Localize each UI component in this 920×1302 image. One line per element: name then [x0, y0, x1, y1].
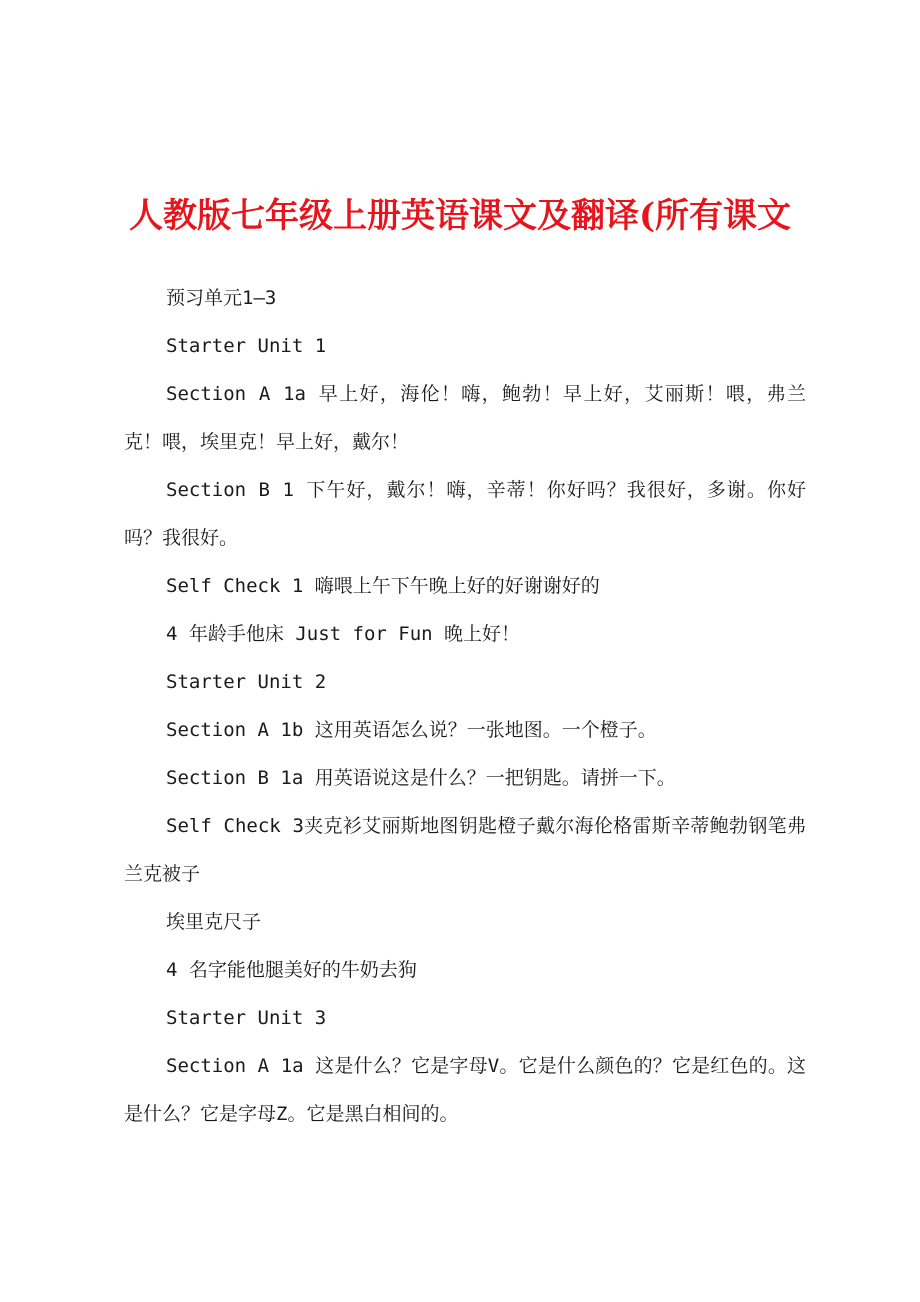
paragraph-unit2-section-b: Section B 1a 用英语说这是什么？一把钥匙。请拼一下。 — [166, 767, 676, 789]
paragraph-preview-units: 预习单元1—3 — [166, 287, 277, 309]
paragraph-starter-unit-3: Starter Unit 3 — [166, 1007, 327, 1029]
paragraph-starter-unit-1: Starter Unit 1 — [166, 335, 327, 357]
document-title: 人教版七年级上册英语课文及翻译(所有课文 — [128, 196, 792, 236]
paragraph-starter-unit-2: Starter Unit 2 — [166, 671, 327, 693]
paragraph-unit1-section-b: Section B 1 下午好，戴尔！嗨，辛蒂！你好吗？我很好，多谢。你好吗？我很好。 — [124, 479, 806, 549]
paragraph-unit2-self-check: Self Check 3夹克衫艾丽斯地图钥匙橙子戴尔海伦格雷斯辛蒂鲍勃钢笔弗兰克被子 — [124, 815, 806, 885]
document-body — [124, 274, 806, 1138]
paragraph-unit2-ruler: 埃里克尺子 — [166, 911, 262, 933]
paragraph-unit1-self-check: Self Check 1 嗨喂上午下午晚上好的好谢谢好的 — [166, 575, 600, 597]
paragraph-unit1-just-for-fun: 4 年龄手他床 Just for Fun 晚上好！ — [166, 623, 521, 645]
paragraph-unit2-words: 4 名字能他腿美好的牛奶去狗 — [166, 959, 417, 981]
paragraph-unit1-section-a: Section A 1a 早上好，海伦！嗨，鲍勃！早上好，艾丽斯！喂，弗兰克！喂，埃里克！早上好，戴尔！ — [124, 383, 806, 453]
paragraph-unit2-section-a: Section A 1b 这用英语怎么说？一张地图。一个橙子。 — [166, 719, 657, 741]
paragraph-unit3-section-a: Section A 1a 这是什么？它是字母V。它是什么颜色的？它是红色的。这是什么？它是字母Z。它是黑白相间的。 — [124, 1055, 806, 1125]
